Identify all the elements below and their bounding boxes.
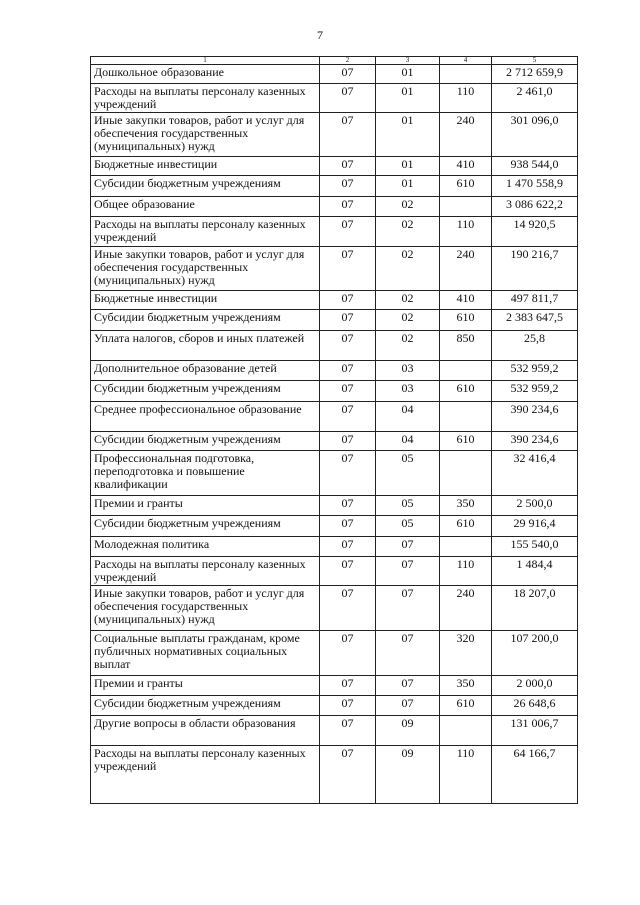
amount-cell: 390 234,6 [492, 432, 578, 451]
table-row [91, 516, 578, 537]
amount-cell: 3 086 622,2 [492, 197, 578, 217]
section-code-cell: 07 [320, 197, 376, 217]
section-code-cell: 07 [320, 586, 376, 631]
table-row [91, 537, 578, 557]
column-number: 5 [492, 57, 578, 65]
amount-cell: 2 383 647,5 [492, 310, 578, 331]
expense-name-cell: Дошкольное образование [91, 65, 320, 84]
budget-table [90, 56, 578, 804]
section-code-cell: 07 [320, 157, 376, 176]
subsection-code-cell: 04 [376, 432, 440, 451]
section-code-cell: 07 [320, 402, 376, 432]
expense-name-cell: Среднее профессиональное образование [91, 402, 320, 432]
section-code-cell: 07 [320, 631, 376, 676]
expense-type-cell: 610 [440, 176, 492, 197]
subsection-code-cell: 01 [376, 157, 440, 176]
amount-cell: 2 461,0 [492, 84, 578, 113]
expense-type-cell: 610 [440, 432, 492, 451]
expense-name-cell: Премии и гранты [91, 496, 320, 516]
section-code-cell: 07 [320, 84, 376, 113]
subsection-code-cell: 07 [376, 537, 440, 557]
expense-name-cell: Расходы на выплаты персоналу казенных учреждений [91, 746, 320, 804]
subsection-code-cell: 02 [376, 197, 440, 217]
amount-cell: 32 416,4 [492, 451, 578, 496]
section-code-cell: 07 [320, 331, 376, 361]
section-code-cell: 07 [320, 65, 376, 84]
amount-cell: 64 166,7 [492, 746, 578, 804]
subsection-code-cell: 07 [376, 676, 440, 696]
subsection-code-cell: 01 [376, 65, 440, 84]
section-code-cell: 07 [320, 217, 376, 247]
expense-name-cell: Молодежная политика [91, 537, 320, 557]
expense-type-cell: 410 [440, 291, 492, 310]
amount-cell: 14 920,5 [492, 217, 578, 247]
expense-type-cell: 410 [440, 157, 492, 176]
table-row [91, 65, 578, 84]
amount-cell: 2 500,0 [492, 496, 578, 516]
subsection-code-cell: 03 [376, 361, 440, 381]
expense-type-cell: 320 [440, 631, 492, 676]
expense-type-cell: 610 [440, 516, 492, 537]
budget-table-body [91, 57, 578, 804]
expense-type-cell: 610 [440, 696, 492, 716]
expense-name-cell: Бюджетные инвестиции [91, 157, 320, 176]
amount-cell: 532 959,2 [492, 361, 578, 381]
column-number: 2 [320, 57, 376, 65]
amount-cell: 301 096,0 [492, 113, 578, 157]
expense-type-cell: 240 [440, 247, 492, 291]
subsection-code-cell: 04 [376, 402, 440, 432]
amount-cell: 26 648,6 [492, 696, 578, 716]
subsection-code-cell: 02 [376, 331, 440, 361]
expense-type-cell [440, 197, 492, 217]
section-code-cell: 07 [320, 361, 376, 381]
expense-type-cell: 110 [440, 557, 492, 586]
section-code-cell: 07 [320, 716, 376, 746]
expense-name-cell: Иные закупки товаров, работ и услуг для обеспечения государственных (муниципальных) нужд [91, 113, 320, 157]
column-numbers-row [91, 57, 578, 65]
table-row [91, 157, 578, 176]
expense-name-cell: Общее образование [91, 197, 320, 217]
table-row [91, 310, 578, 331]
table-row [91, 746, 578, 804]
table-row [91, 247, 578, 291]
section-code-cell: 07 [320, 696, 376, 716]
subsection-code-cell: 07 [376, 557, 440, 586]
page-number: 7 [317, 28, 323, 42]
expense-name-cell: Субсидии бюджетным учреждениям [91, 516, 320, 537]
amount-cell: 29 916,4 [492, 516, 578, 537]
amount-cell: 25,8 [492, 331, 578, 361]
table-row [91, 176, 578, 197]
expense-name-cell: Субсидии бюджетным учреждениям [91, 696, 320, 716]
section-code-cell: 07 [320, 176, 376, 197]
section-code-cell: 07 [320, 432, 376, 451]
column-number: 1 [91, 57, 320, 65]
table-row [91, 197, 578, 217]
amount-cell: 390 234,6 [492, 402, 578, 432]
expense-name-cell: Субсидии бюджетным учреждениям [91, 310, 320, 331]
table-row [91, 631, 578, 676]
table-row [91, 331, 578, 361]
expense-type-cell [440, 537, 492, 557]
subsection-code-cell: 02 [376, 247, 440, 291]
table-row [91, 696, 578, 716]
section-code-cell: 07 [320, 537, 376, 557]
expense-name-cell: Уплата налогов, сборов и иных платежей [91, 331, 320, 361]
expense-type-cell: 240 [440, 113, 492, 157]
expense-type-cell [440, 361, 492, 381]
subsection-code-cell: 01 [376, 176, 440, 197]
expense-type-cell: 350 [440, 676, 492, 696]
table-row [91, 381, 578, 402]
amount-cell: 1 470 558,9 [492, 176, 578, 197]
subsection-code-cell: 02 [376, 291, 440, 310]
table-row [91, 113, 578, 157]
expense-name-cell: Иные закупки товаров, работ и услуг для обеспечения государственных (муниципальных) нужд [91, 586, 320, 631]
subsection-code-cell: 02 [376, 217, 440, 247]
section-code-cell: 07 [320, 557, 376, 586]
column-number: 3 [376, 57, 440, 65]
subsection-code-cell: 09 [376, 746, 440, 804]
expense-name-cell: Расходы на выплаты персоналу казенных учреждений [91, 557, 320, 586]
table-row [91, 586, 578, 631]
subsection-code-cell: 09 [376, 716, 440, 746]
subsection-code-cell: 07 [376, 696, 440, 716]
section-code-cell: 07 [320, 310, 376, 331]
expense-type-cell: 110 [440, 84, 492, 113]
expense-name-cell: Субсидии бюджетным учреждениям [91, 432, 320, 451]
table-row [91, 557, 578, 586]
section-code-cell: 07 [320, 247, 376, 291]
subsection-code-cell: 07 [376, 586, 440, 631]
expense-name-cell: Дополнительное образование детей [91, 361, 320, 381]
subsection-code-cell: 01 [376, 84, 440, 113]
expense-type-cell: 240 [440, 586, 492, 631]
section-code-cell: 07 [320, 291, 376, 310]
section-code-cell: 07 [320, 113, 376, 157]
table-row [91, 84, 578, 113]
subsection-code-cell: 02 [376, 310, 440, 331]
section-code-cell: 07 [320, 451, 376, 496]
section-code-cell: 07 [320, 496, 376, 516]
expense-type-cell: 110 [440, 746, 492, 804]
section-code-cell: 07 [320, 381, 376, 402]
expense-type-cell: 610 [440, 381, 492, 402]
expense-name-cell: Субсидии бюджетным учреждениям [91, 176, 320, 197]
table-row [91, 432, 578, 451]
amount-cell: 532 959,2 [492, 381, 578, 402]
amount-cell: 1 484,4 [492, 557, 578, 586]
expense-type-cell [440, 716, 492, 746]
amount-cell: 938 544,0 [492, 157, 578, 176]
amount-cell: 155 540,0 [492, 537, 578, 557]
expense-type-cell: 850 [440, 331, 492, 361]
table-row [91, 361, 578, 381]
expense-type-cell [440, 65, 492, 84]
table-row [91, 451, 578, 496]
amount-cell: 2 000,0 [492, 676, 578, 696]
subsection-code-cell: 05 [376, 516, 440, 537]
subsection-code-cell: 01 [376, 113, 440, 157]
table-row [91, 402, 578, 432]
amount-cell: 131 006,7 [492, 716, 578, 746]
subsection-code-cell: 05 [376, 496, 440, 516]
expense-name-cell: Премии и гранты [91, 676, 320, 696]
expense-type-cell: 350 [440, 496, 492, 516]
expense-type-cell: 610 [440, 310, 492, 331]
amount-cell: 497 811,7 [492, 291, 578, 310]
expense-type-cell [440, 451, 492, 496]
subsection-code-cell: 03 [376, 381, 440, 402]
table-row [91, 496, 578, 516]
section-code-cell: 07 [320, 516, 376, 537]
table-row [91, 716, 578, 746]
amount-cell: 18 207,0 [492, 586, 578, 631]
expense-name-cell: Расходы на выплаты персоналу казенных учреждений [91, 84, 320, 113]
expense-type-cell [440, 402, 492, 432]
expense-name-cell: Социальные выплаты гражданам, кроме публичных нормативных социальных выплат [91, 631, 320, 676]
expense-name-cell: Расходы на выплаты персоналу казенных учреждений [91, 217, 320, 247]
table-row [91, 676, 578, 696]
section-code-cell: 07 [320, 676, 376, 696]
expense-name-cell: Субсидии бюджетным учреждениям [91, 381, 320, 402]
expense-name-cell: Бюджетные инвестиции [91, 291, 320, 310]
amount-cell: 190 216,7 [492, 247, 578, 291]
subsection-code-cell: 05 [376, 451, 440, 496]
expense-name-cell: Другие вопросы в области образования [91, 716, 320, 746]
amount-cell: 2 712 659,9 [492, 65, 578, 84]
expense-name-cell: Профессиональная подготовка, переподготовка и повышение квалификации [91, 451, 320, 496]
amount-cell: 107 200,0 [492, 631, 578, 676]
subsection-code-cell: 07 [376, 631, 440, 676]
expense-name-cell: Иные закупки товаров, работ и услуг для обеспечения государственных (муниципальных) нужд [91, 247, 320, 291]
section-code-cell: 07 [320, 746, 376, 804]
expense-type-cell: 110 [440, 217, 492, 247]
table-row [91, 217, 578, 247]
column-number: 4 [440, 57, 492, 65]
table-row [91, 291, 578, 310]
